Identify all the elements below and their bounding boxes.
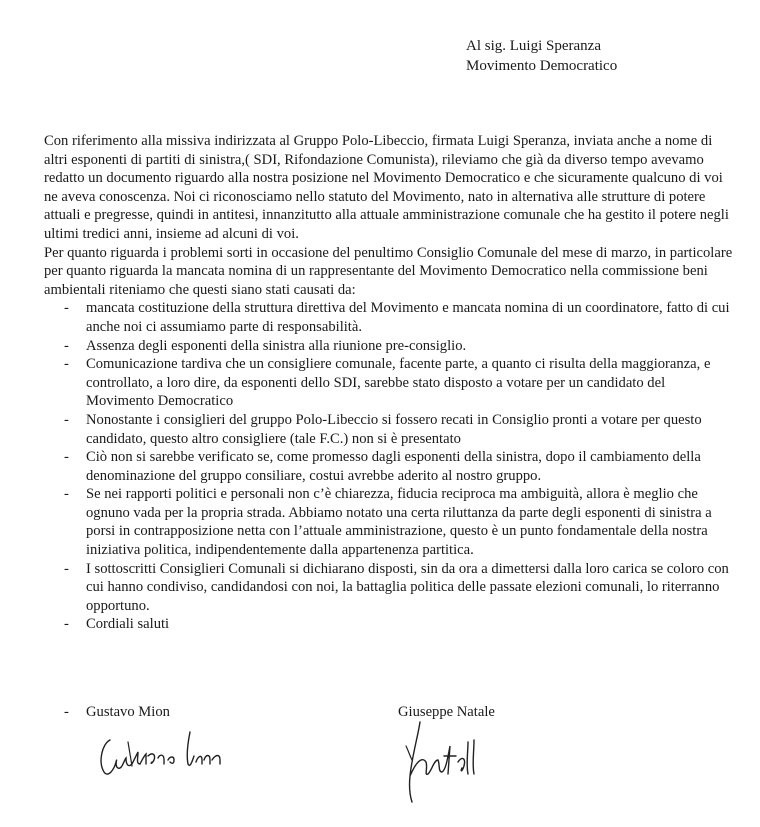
recipient-organization: Movimento Democratico [466, 58, 618, 74]
list-item: - Assenza degli esponenti della sinistra alla riunione pre-consiglio. [44, 337, 734, 356]
list-item: - I sottoscritti Consiglieri Comunali si dichiarano disposti, sin da ora a dimettersi dalla loro carica se coloro con cui hanno condiviso, candidandosi con noi, la battaglia politica delle passate elezioni comunali, lo riterranno opportuno. [44, 560, 734, 616]
causes-list [44, 299, 734, 634]
signature-right-handwritten [398, 716, 498, 806]
signatory-left-name: - Gustavo Mion [86, 703, 170, 722]
intro-paragraph: Con riferimento alla missiva indirizzata al Gruppo Polo-Libeccio, firmata Luigi Speranza, inviata anche a nome di altri esponenti di partiti di sinistra,( SDI, Rifondazione Comunista), rileviamo che già da diverso tempo avevamo redatto un documento riguardo alla nostra posizione nel Movimento Democratico e che sicuramente qualcuno di voi ne aveva conoscenza. Noi ci riconosciamo nello statuto del Movimento, nato in alternativa alle strutture di potere attuali e pregresse, quindi in antitesi, innanzitutto alla attuale amministrazione comunale che ha gestito il potere negli ultimi tredici anni, insieme ad alcuni di voi. [44, 133, 729, 242]
letter-body [44, 132, 734, 634]
list-item: - Se nei rapporti politici e personali non c’è chiarezza, fiducia reciproca ma ambiguità, allora è meglio che ognuno vada per la propria strada. Abbiamo notato una certa riluttanza da parte degli esponenti di sinistra a porsi in contrapposizione netta con l’attuale amministrazione, questo è un punto fondamentale della nostra iniziativa politica, indipendentemente dalla appartenenza partitica. [44, 485, 734, 559]
list-item: - Comunicazione tardiva che un consigliere comunale, facente parte, a quanto ci risulta della maggioranza, e controllato, a loro dire, da esponenti dello SDI, sarebbe stato disposto a votare per un candidato del Movimento Democratico [44, 355, 734, 411]
list-item: - mancata costituzione della struttura direttiva del Movimento e mancata nomina di un coordinatore, fatto di cui anche noi ci assumiamo parte di responsabilità. [44, 299, 734, 336]
list-item: - Ciò non si sarebbe verificato se, come promesso dagli esponenti della sinistra, dopo il cambiamento della denominazione del gruppo consiliare, costui avrebbe aderito al nostro gruppo. [44, 448, 734, 485]
signature-left-handwritten [92, 722, 242, 782]
recipient-name: Al sig. Luigi Speranza [466, 38, 601, 54]
list-item: - Nonostante i consiglieri del gruppo Polo-Libeccio si fossero recati in Consiglio pronti a votare per questo candidato, questo altro consigliere (tale F.C.) non si è presentato [44, 411, 734, 448]
recipient-block [466, 36, 617, 76]
signatory-right-name: Giuseppe Natale [398, 704, 495, 720]
list-item: - Cordiali saluti [44, 615, 734, 634]
issue-paragraph: Per quanto riguarda i problemi sorti in occasione del penultimo Consiglio Comunale del mese di marzo, in particolare per quanto riguarda la mancata nomina di un rappresentante del Movimento Democratico nella commissione beni ambientali riteniamo che questi siano stati causati da: [44, 244, 733, 298]
